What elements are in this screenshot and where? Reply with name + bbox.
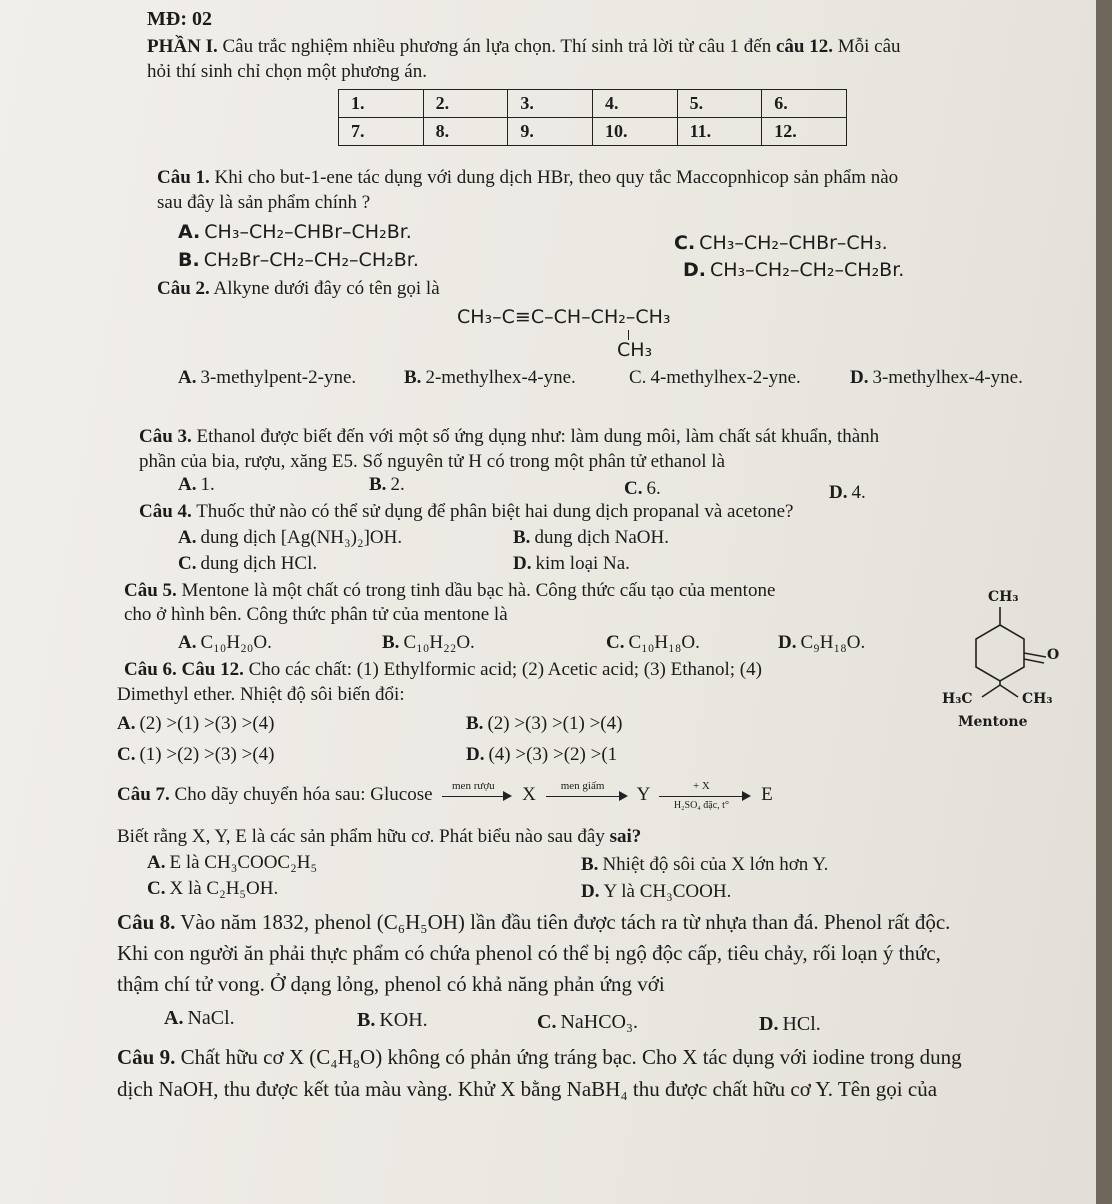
q4-option-d[interactable] bbox=[513, 553, 630, 575]
q5-option-c[interactable] bbox=[606, 632, 700, 654]
q7-option-c[interactable] bbox=[147, 878, 278, 900]
q6-option-c[interactable] bbox=[117, 744, 275, 766]
q1-option-c[interactable] bbox=[674, 232, 888, 254]
option-label: A. bbox=[178, 221, 201, 243]
product-y: Y bbox=[636, 784, 650, 805]
option-label: C. bbox=[629, 367, 647, 388]
option-text: NaHCO₃. bbox=[560, 1011, 638, 1033]
answer-grid-row bbox=[339, 118, 847, 146]
answer-cell[interactable]: 2. bbox=[423, 90, 508, 118]
q8-number: Câu 8. bbox=[117, 910, 176, 934]
option-label: C. bbox=[624, 478, 643, 499]
q7-text-2 bbox=[117, 826, 641, 848]
option-text: (1) >(2) >(3) >(4) bbox=[139, 744, 275, 765]
option-text: C₁₀H₂₂O. bbox=[403, 632, 475, 653]
q8-text-2: Khi con người ăn phải thực phẩm có chứa phenol có thể bị ngộ độc cấp, tiêu chảy, rối loạn ý thức, bbox=[117, 941, 941, 965]
option-text: C₁₀H₂₀O. bbox=[200, 632, 272, 653]
answer-cell[interactable]: 4. bbox=[592, 90, 677, 118]
mentone-left-methyl: H₃C bbox=[942, 691, 973, 707]
option-text: CH₃–CH₂–CHBr–CH₂Br. bbox=[204, 221, 412, 243]
product-e: E bbox=[761, 784, 773, 805]
arrow-2-label: men giấm bbox=[560, 779, 605, 792]
option-label: A. bbox=[178, 367, 197, 388]
q6-option-a[interactable] bbox=[117, 713, 275, 735]
option-label: D. bbox=[466, 744, 485, 765]
answer-cell[interactable]: 5. bbox=[677, 90, 762, 118]
option-text: 4. bbox=[851, 482, 866, 503]
q3-option-a[interactable] bbox=[178, 474, 215, 496]
q3-text: Ethanol được biết đến với một số ứng dụng như: làm dung môi, làm chất sát khuẩn, thành bbox=[191, 426, 880, 447]
q7-number: Câu 7. bbox=[117, 784, 170, 805]
answer-cell[interactable]: 8. bbox=[423, 118, 508, 146]
q7-stem bbox=[117, 779, 773, 811]
option-label: A. bbox=[178, 527, 197, 548]
option-text: (2) >(1) >(3) >(4) bbox=[139, 713, 275, 734]
arrow-3-condition: H₂SO₄ đặc, t° bbox=[673, 799, 729, 811]
q4-number: Câu 4. bbox=[139, 501, 192, 522]
section-line-2: hỏi thí sinh chỉ chọn một phương án. bbox=[147, 61, 427, 82]
option-label: B. bbox=[178, 249, 200, 271]
q9-stem bbox=[117, 1045, 962, 1070]
mentone-top-methyl: CH₃ bbox=[988, 589, 1019, 605]
option-label: C. bbox=[674, 232, 696, 254]
q2-number: Câu 2. bbox=[157, 278, 210, 299]
answer-grid bbox=[338, 89, 847, 146]
option-text: 3-methylhex-4-yne. bbox=[872, 367, 1023, 388]
q3-option-d[interactable] bbox=[829, 482, 866, 504]
exam-code: MĐ: 02 bbox=[147, 8, 212, 30]
section-bold: câu 12. bbox=[775, 36, 833, 57]
q9-number: Câu 9. bbox=[117, 1045, 176, 1069]
answer-cell[interactable]: 10. bbox=[592, 118, 677, 146]
option-label: D. bbox=[850, 367, 869, 388]
option-label: C. bbox=[117, 744, 136, 765]
q3-option-b[interactable] bbox=[369, 474, 405, 496]
option-text: dung dịch [Ag(NH₃)₂]OH. bbox=[200, 527, 403, 548]
q5-stem bbox=[124, 580, 775, 602]
option-text: X là C₂H₅OH. bbox=[169, 878, 279, 899]
q8-text: Vào năm 1832, phenol (C₆H₅OH) lần đầu tiên được tách ra từ nhựa than đá. Phenol rất độc. bbox=[175, 910, 951, 934]
q8-option-a[interactable] bbox=[164, 1007, 235, 1030]
q5-option-a[interactable] bbox=[178, 632, 272, 654]
q1-text-2: sau đây là sản phẩm chính ? bbox=[157, 192, 371, 213]
q2-formula-main: CH₃–C≡C–CH–CH₂–CH₃ bbox=[457, 306, 671, 328]
q4-text: Thuốc thử nào có thể sử dụng để phân biệt hai dung dịch propanal và acetone? bbox=[191, 501, 794, 522]
reaction-arrow-1 bbox=[442, 779, 512, 806]
q7-sai: sai? bbox=[609, 826, 642, 847]
option-text: (2) >(3) >(1) >(4) bbox=[487, 713, 623, 734]
q3-option-c[interactable] bbox=[624, 478, 661, 500]
q2-formula-branch: CH₃ bbox=[617, 339, 653, 361]
q7-option-d[interactable] bbox=[581, 881, 731, 903]
q9-text: Chất hữu cơ X (C₄H₈O) không có phản ứng tráng bạc. Cho X tác dụng với iodine trong dung bbox=[175, 1045, 962, 1069]
q1-option-a[interactable] bbox=[178, 221, 412, 243]
q7-text2: Biết rằng X, Y, E là các sản phẩm hữu cơ. Phát biểu nào sau đây bbox=[117, 826, 610, 847]
option-text: 1. bbox=[200, 474, 215, 495]
arrow-3-reagent: + X bbox=[692, 779, 710, 792]
option-text: CH₃–CH₂–CH₂–CH₂Br. bbox=[710, 259, 905, 281]
q2-stem bbox=[157, 278, 440, 300]
reaction-arrow-2 bbox=[546, 779, 628, 806]
option-text: 2-methylhex-4-yne. bbox=[425, 367, 576, 388]
q7-text: Cho dãy chuyển hóa sau: Glucose bbox=[169, 784, 433, 805]
q6-number: Câu 6. Câu 12. bbox=[124, 659, 244, 680]
answer-cell[interactable]: 11. bbox=[677, 118, 762, 146]
option-label: B. bbox=[404, 367, 422, 388]
option-label: C. bbox=[537, 1011, 557, 1033]
q2-option-a[interactable] bbox=[178, 367, 356, 389]
option-label: D. bbox=[513, 553, 532, 574]
section-instructions bbox=[147, 36, 901, 58]
answer-grid-row bbox=[339, 90, 847, 118]
answer-cell[interactable]: 3. bbox=[508, 90, 593, 118]
cyclohexane-ring bbox=[976, 625, 1024, 681]
q5-number: Câu 5. bbox=[124, 580, 177, 601]
option-label: C. bbox=[147, 878, 166, 899]
option-text: C₁₀H₁₈O. bbox=[628, 632, 700, 653]
option-label: B. bbox=[581, 854, 599, 875]
option-label: A. bbox=[117, 713, 136, 734]
option-label: A. bbox=[178, 632, 197, 653]
mentone-right-methyl: CH₃ bbox=[1022, 691, 1053, 707]
option-label: D. bbox=[829, 482, 848, 503]
option-text: 6. bbox=[646, 478, 661, 499]
option-text: C₉H₁₈O. bbox=[800, 632, 866, 653]
option-label: B. bbox=[466, 713, 484, 734]
carbonyl-double-bond bbox=[1024, 659, 1044, 663]
option-text: 4-methylhex-2-yne. bbox=[650, 367, 801, 388]
mentone-structure bbox=[920, 585, 1070, 735]
q4-stem bbox=[139, 501, 793, 523]
option-label: A. bbox=[147, 852, 166, 873]
q8-option-b[interactable] bbox=[357, 1009, 428, 1032]
q3-number: Câu 3. bbox=[139, 426, 192, 447]
answer-cell[interactable]: 6. bbox=[762, 90, 847, 118]
q5-text: Mentone là một chất có trong tinh dầu bạc hà. Công thức cấu tạo của mentone bbox=[176, 580, 776, 601]
option-label: B. bbox=[513, 527, 531, 548]
q8-text-3: thậm chí tử vong. Ở dạng lỏng, phenol có khả năng phản ứng với bbox=[117, 972, 665, 996]
reaction-arrow-3 bbox=[659, 779, 751, 811]
answer-cell[interactable]: 7. bbox=[339, 118, 424, 146]
q8-option-c[interactable] bbox=[537, 1011, 638, 1034]
arrow-1-label: men rượu bbox=[452, 779, 495, 792]
option-text: 3-methylpent-2-yne. bbox=[200, 367, 357, 388]
q2-option-b[interactable] bbox=[404, 367, 576, 389]
option-text: dung dịch NaOH. bbox=[534, 527, 669, 548]
option-label: D. bbox=[778, 632, 797, 653]
option-text: NaCl. bbox=[187, 1007, 235, 1029]
option-text: CH₃–CH₂–CHBr–CH₃. bbox=[699, 232, 888, 254]
q1-option-d[interactable] bbox=[683, 259, 904, 281]
option-label: D. bbox=[581, 881, 600, 902]
q8-option-d[interactable] bbox=[759, 1013, 821, 1036]
page-edge-shadow bbox=[1096, 0, 1112, 1204]
q5-option-b[interactable] bbox=[382, 632, 475, 654]
q2-alkyne-formula bbox=[457, 306, 757, 366]
q7-option-a[interactable] bbox=[147, 852, 317, 874]
option-label: B. bbox=[382, 632, 400, 653]
q4-option-c[interactable] bbox=[178, 553, 317, 575]
section-title: PHẦN I. bbox=[147, 36, 218, 57]
q5-option-d[interactable] bbox=[778, 632, 865, 654]
answer-cell[interactable]: 1. bbox=[339, 90, 424, 118]
q4-option-b[interactable] bbox=[513, 527, 669, 549]
answer-cell[interactable]: 9. bbox=[508, 118, 593, 146]
option-label: D. bbox=[759, 1013, 779, 1035]
q3-text-2: phần của bia, rượu, xăng E5. Số nguyên tử H có trong một phân tử ethanol là bbox=[139, 451, 726, 472]
option-label: C. bbox=[606, 632, 625, 653]
option-text: 2. bbox=[390, 474, 405, 495]
option-text: E là CH₃COOC₂H₅ bbox=[169, 852, 318, 873]
q1-option-b[interactable] bbox=[178, 249, 419, 271]
q1-text: Khi cho but-1-ene tác dụng với dung dịch HBr, theo quy tắc Maccopnhicop sản phẩm nào bbox=[209, 167, 899, 188]
mentone-caption: Mentone bbox=[958, 714, 1028, 730]
option-text: HCl. bbox=[782, 1013, 821, 1035]
option-text: Nhiệt độ sôi của X lớn hơn Y. bbox=[602, 854, 829, 875]
carbonyl-bond bbox=[1024, 653, 1046, 657]
isopropyl-right-bond bbox=[1000, 685, 1018, 697]
option-text: (4) >(3) >(2) >(1 bbox=[488, 744, 618, 765]
q7-option-b[interactable] bbox=[581, 854, 828, 876]
option-text: dung dịch HCl. bbox=[200, 553, 318, 574]
option-label: A. bbox=[178, 474, 197, 495]
q4-option-a[interactable] bbox=[178, 527, 402, 549]
q6-stem bbox=[124, 659, 762, 681]
q6-option-b[interactable] bbox=[466, 713, 622, 735]
q8-stem bbox=[117, 910, 950, 935]
q2-option-c[interactable] bbox=[629, 367, 801, 389]
option-text: Y là CH₃COOH. bbox=[603, 881, 732, 902]
section-text-2: Mỗi câu bbox=[832, 36, 901, 57]
q6-option-d[interactable] bbox=[466, 744, 617, 766]
q9-text-2: dịch NaOH, thu được kết tủa màu vàng. Khử X bằng NaBH₄ thu được chất hữu cơ Y. Tên gọi của bbox=[117, 1077, 938, 1101]
option-text: KOH. bbox=[379, 1009, 428, 1031]
section-text-1: Câu trắc nghiệm nhiều phương án lựa chọn. Thí sinh trả lời từ câu 1 đến bbox=[217, 36, 776, 57]
option-text: CH₂Br–CH₂–CH₂–CH₂Br. bbox=[203, 249, 419, 271]
q5-text-2: cho ở hình bên. Công thức phân tử của mentone là bbox=[124, 604, 508, 625]
mentone-oxygen: O bbox=[1047, 647, 1060, 663]
q6-text-2: Dimethyl ether. Nhiệt độ sôi biến đổi: bbox=[117, 684, 405, 705]
answer-cell[interactable]: 12. bbox=[762, 118, 847, 146]
option-label: B. bbox=[357, 1009, 376, 1031]
option-label: C. bbox=[178, 553, 197, 574]
q1-stem bbox=[157, 167, 898, 189]
q2-option-d[interactable] bbox=[850, 367, 1023, 389]
option-label: A. bbox=[164, 1007, 184, 1029]
q6-text: Cho các chất: (1) Ethylformic acid; (2) Acetic acid; (3) Ethanol; (4) bbox=[243, 659, 762, 680]
option-label: B. bbox=[369, 474, 387, 495]
option-text: kim loại Na. bbox=[535, 553, 630, 574]
q3-stem bbox=[139, 426, 879, 448]
isopropyl-left-bond bbox=[982, 685, 1000, 697]
product-x: X bbox=[522, 784, 536, 805]
option-label: D. bbox=[683, 259, 706, 281]
q2-text: Alkyne dưới đây có tên gọi là bbox=[209, 278, 440, 299]
q1-number: Câu 1. bbox=[157, 167, 210, 188]
